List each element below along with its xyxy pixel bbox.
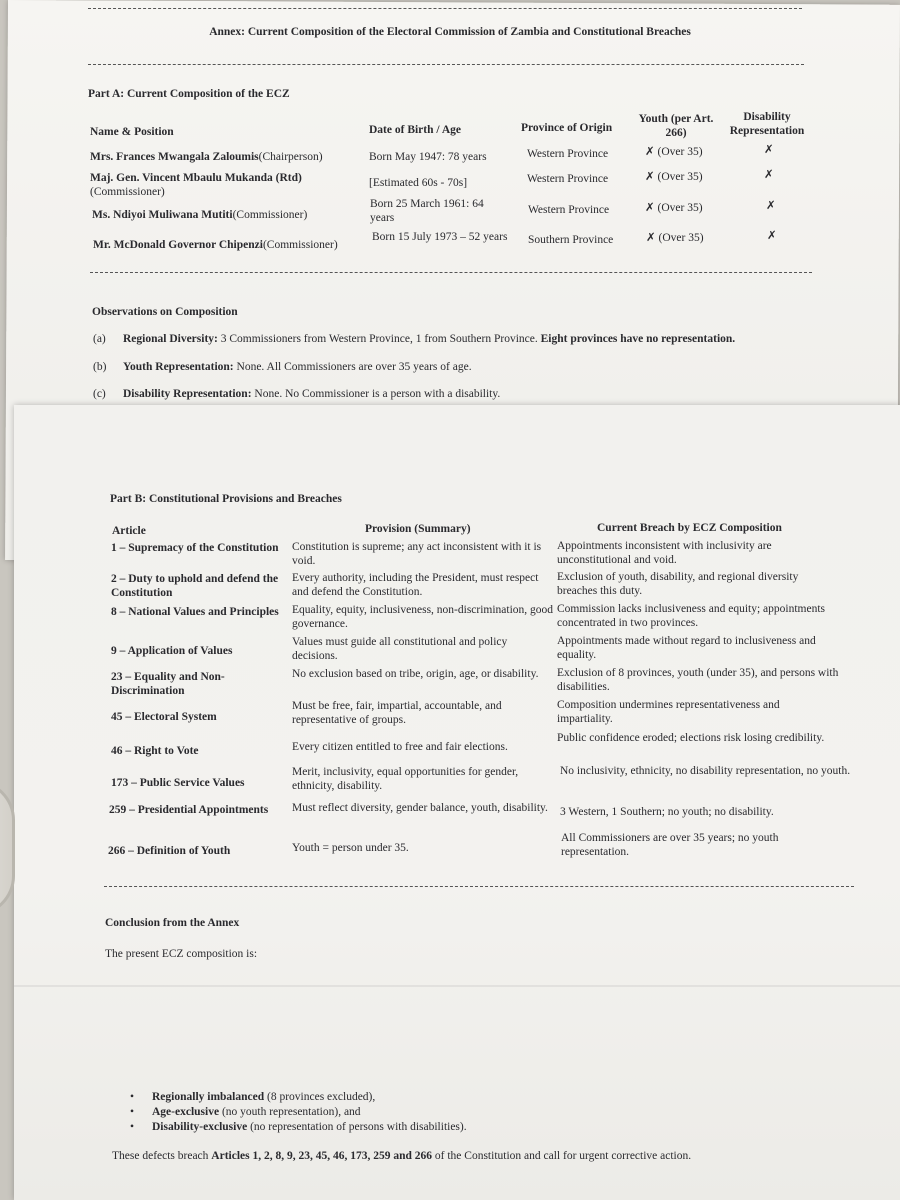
divider <box>104 886 854 887</box>
member-dob: [Estimated 60s - 70s] <box>369 177 468 189</box>
divider <box>88 64 804 65</box>
part-a-header-name: Name & Position <box>90 126 174 138</box>
article-cell: 259 – Presidential Appointments <box>109 804 269 816</box>
article-cell: 45 – Electoral System <box>111 711 217 723</box>
part-a-title: Part A: Current Composition of the ECZ <box>88 88 290 100</box>
breach-cell: Composition undermines representativeness and impartiality. <box>557 699 780 725</box>
part-a-header-youth: Youth (per Art. 266) <box>638 113 714 139</box>
provision-cell: Youth = person under 35. <box>292 842 409 854</box>
member-name: Maj. Gen. Vincent Mbaulu Mukanda (Rtd) <box>90 172 302 184</box>
member-position: (Commissioner) <box>232 209 308 221</box>
observations-title: Observations on Composition <box>92 306 238 318</box>
part-b-header-breach: Current Breach by ECZ Composition <box>597 522 782 534</box>
observation-heading: Disability Representation: <box>123 388 252 400</box>
breach-cell: Exclusion of 8 provinces, youth (under 35), and persons with disabilities. <box>557 667 839 693</box>
article-cell: 1 – Supremacy of the Constitution <box>111 542 279 554</box>
cup-object <box>0 780 15 916</box>
provision-cell: Must be free, fair, impartial, accountable, and representative of groups. <box>292 700 502 726</box>
article-cell: 8 – National Values and Principles <box>111 606 279 618</box>
table-row-name <box>92 208 362 222</box>
member-position: (Commissioner) <box>262 239 338 251</box>
article-cell: 173 – Public Service Values <box>111 777 245 789</box>
member-dob: Born 25 March 1961: 64 years <box>370 198 484 224</box>
final-articles: Articles 1, 2, 8, 9, 23, 45, 46, 173, 259 and 266 <box>211 1150 433 1162</box>
member-province: Western Province <box>528 204 610 216</box>
table-row-name <box>90 171 360 199</box>
observation-text: None. No Commissioner is a person with a disability. <box>251 388 501 400</box>
member-position: (Commissioner) <box>90 186 165 198</box>
breach-cell: No inclusivity, ethnicity, no disability representation, no youth. <box>560 765 851 777</box>
observation-label: (c) <box>93 388 106 400</box>
article-cell: 2 – Duty to uphold and defend the Constitution <box>111 573 279 599</box>
article-cell: 46 – Right to Vote <box>111 745 199 757</box>
conclusion-list <box>130 1090 467 1135</box>
observation-text: None. All Commissioners are over 35 years of age. <box>233 361 472 373</box>
member-disability: ✗ <box>764 144 774 156</box>
member-name: Mrs. Frances Mwangala Zaloumis <box>90 151 259 163</box>
divider <box>88 8 802 9</box>
member-youth: ✗ (Over 35) <box>645 171 703 183</box>
provision-cell: No exclusion based on tribe, origin, age, or disability. <box>292 668 539 680</box>
list-item-text: (8 provinces excluded), <box>264 1091 376 1103</box>
breach-cell: Commission lacks inclusiveness and equity; appointments concentrated in two provinces. <box>557 603 825 629</box>
list-item <box>130 1090 467 1105</box>
member-youth: ✗ (Over 35) <box>646 232 704 244</box>
list-item-bold: Age-exclusive <box>152 1106 220 1118</box>
conclusion-final <box>112 1150 691 1162</box>
divider <box>90 272 812 273</box>
provision-cell: Merit, inclusivity, equal opportunities for gender, ethnicity, disability. <box>292 766 519 792</box>
member-disability: ✗ <box>767 230 777 242</box>
part-b-header-provision: Provision (Summary) <box>365 523 471 535</box>
member-province: Western Province <box>527 173 609 185</box>
observation-text: 3 Commissioners from Western Province, 1 from Southern Province. <box>217 333 541 345</box>
annex-title: Annex: Current Composition of the Electoral Commission of Zambia and Constitutional Breaches <box>209 26 691 38</box>
breach-cell: Appointments made without regard to inclusiveness and equality. <box>557 635 816 661</box>
observation-item <box>93 388 500 400</box>
member-youth: ✗ (Over 35) <box>645 146 703 158</box>
article-cell: 266 – Definition of Youth <box>108 845 231 857</box>
observation-label: (b) <box>93 361 107 373</box>
part-a-header-province: Province of Origin <box>521 122 613 134</box>
provision-cell: Equality, equity, inclusiveness, non-discrimination, good governance. <box>292 604 554 630</box>
provision-cell: Constitution is supreme; any act inconsistent with it is void. <box>292 541 542 567</box>
table-row-name <box>90 150 360 164</box>
article-cell: 23 – Equality and Non-Discrimination <box>111 671 225 697</box>
list-item-bold: Regionally imbalanced <box>152 1091 265 1103</box>
observation-item <box>93 333 735 345</box>
final-text: These defects breach <box>112 1150 212 1162</box>
member-disability: ✗ <box>766 200 776 212</box>
observation-label: (a) <box>93 333 106 345</box>
member-dob: Born May 1947: 78 years <box>369 151 487 163</box>
breach-cell: Public confidence eroded; elections risk losing credibility. <box>557 732 825 744</box>
list-item <box>130 1105 467 1120</box>
list-item <box>130 1120 467 1135</box>
observation-heading: Youth Representation: <box>123 361 234 373</box>
conclusion-intro: The present ECZ composition is: <box>105 948 258 960</box>
observation-heading: Regional Diversity: <box>123 333 218 345</box>
member-province: Western Province <box>527 148 609 160</box>
observation-emphasis: Eight provinces have no representation. <box>540 333 736 345</box>
member-disability: ✗ <box>764 169 774 181</box>
breach-cell: Appointments inconsistent with inclusivity are unconstitutional and void. <box>557 540 772 566</box>
member-position: (Chairperson) <box>258 151 323 163</box>
provision-cell: Must reflect diversity, gender balance, youth, disability. <box>292 802 548 814</box>
part-a-header-disability: Disability Representation <box>729 111 805 137</box>
member-dob: Born 15 July 1973 – 52 years <box>372 231 508 243</box>
table-row-name <box>93 238 369 252</box>
article-cell: 9 – Application of Values <box>111 645 233 657</box>
part-b-title: Part B: Constitutional Provisions and Breaches <box>110 493 342 505</box>
list-item-bold: Disability-exclusive <box>152 1121 248 1133</box>
part-b-header-article: Article <box>112 525 146 537</box>
member-province: Southern Province <box>528 234 614 246</box>
member-youth: ✗ (Over 35) <box>645 202 703 214</box>
breach-cell: All Commissioners are over 35 years; no youth representation. <box>561 832 779 858</box>
final-text-end: of the Constitution and call for urgent corrective action. <box>432 1150 692 1162</box>
paper-fold <box>14 985 900 987</box>
observation-item <box>93 361 472 373</box>
member-name: Mr. McDonald Governor Chipenzi <box>93 239 263 251</box>
list-item-text: (no youth representation), and <box>219 1106 361 1118</box>
provision-cell: Every citizen entitled to free and fair elections. <box>292 741 508 753</box>
conclusion-title: Conclusion from the Annex <box>105 917 240 929</box>
breach-cell: Exclusion of youth, disability, and regional diversity breaches this duty. <box>557 571 799 597</box>
breach-cell: 3 Western, 1 Southern; no youth; no disability. <box>560 806 774 818</box>
provision-cell: Every authority, including the President, must respect and defend the Constitution. <box>292 572 539 598</box>
part-a-header-dob: Date of Birth / Age <box>369 124 461 136</box>
member-name: Ms. Ndiyoi Muliwana Mutiti <box>92 209 233 221</box>
list-item-text: (no representation of persons with disabilities). <box>247 1121 467 1133</box>
provision-cell: Values must guide all constitutional and policy decisions. <box>292 636 508 662</box>
